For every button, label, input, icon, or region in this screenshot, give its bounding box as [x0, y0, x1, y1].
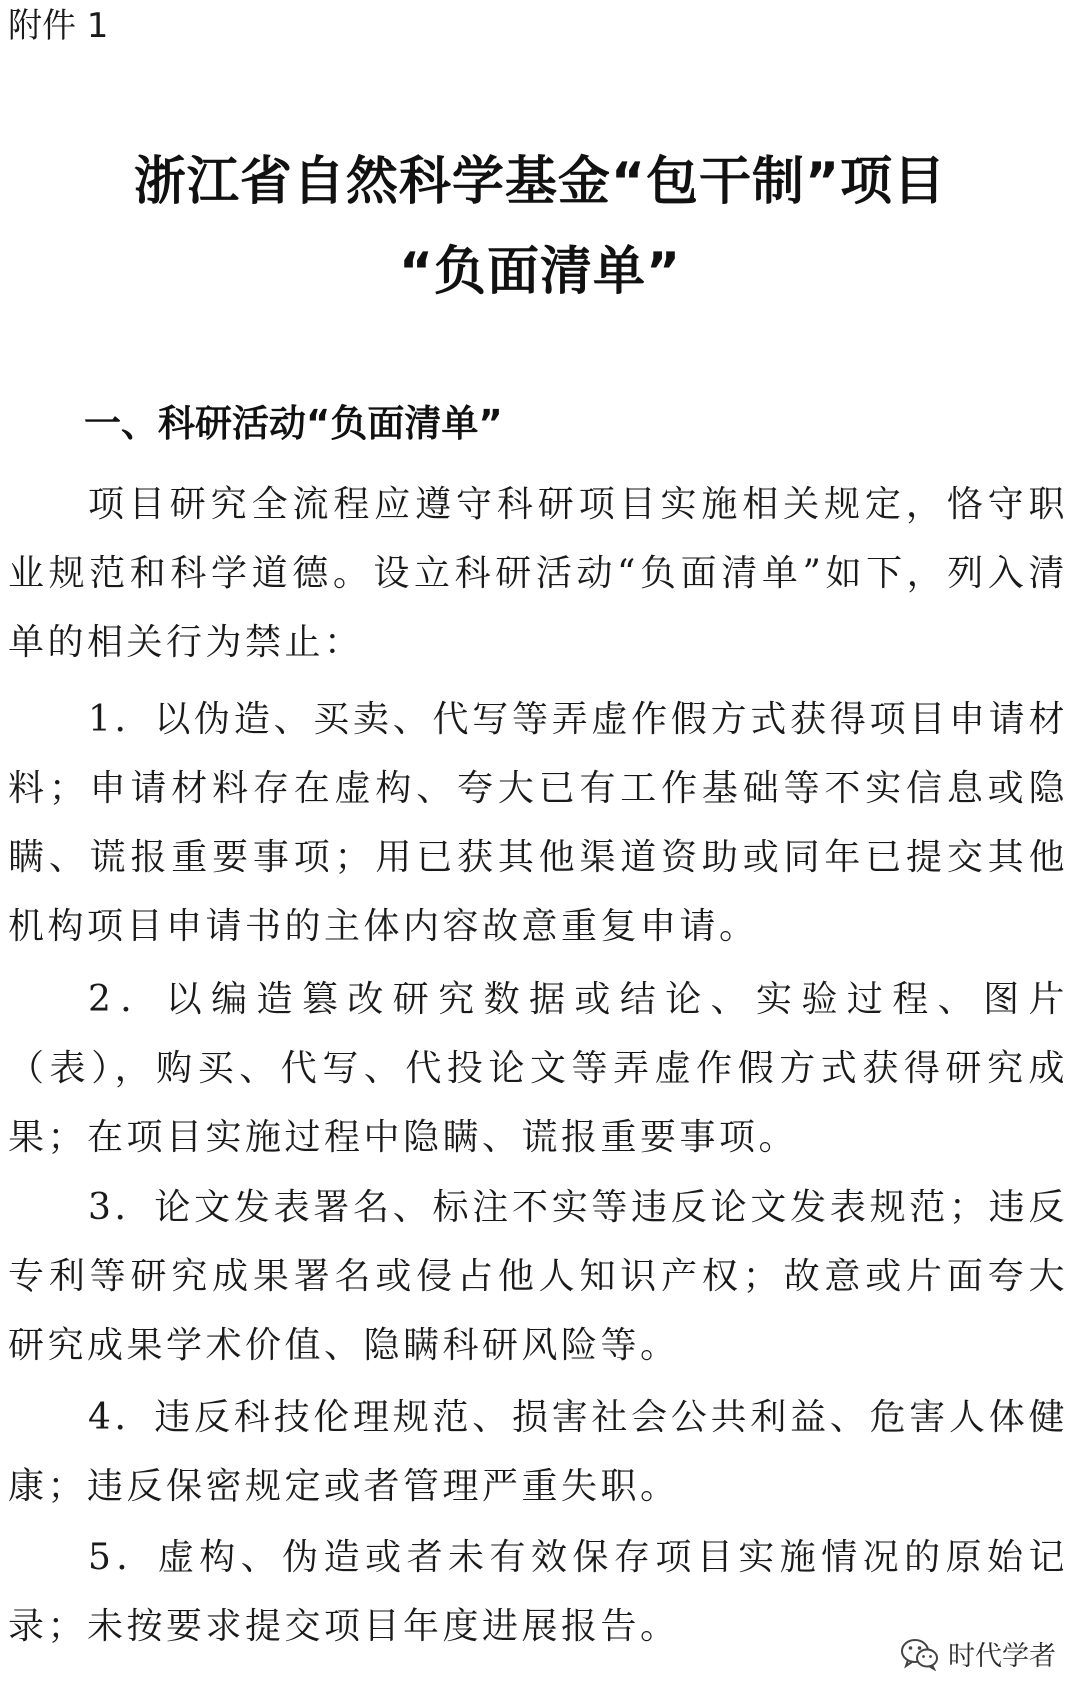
attachment-label: 附件 1 [8, 6, 109, 46]
section-heading: 一、科研活动“负面清单” [84, 402, 503, 445]
watermark-text: 时代学者 [948, 1641, 1056, 1672]
list-item-1: 1．以伪造、买卖、代写等弄虚作假方式获得项目申请材料；申请材料存在虚构、夸大已有工作基础等不实信息或隐瞒、谎报重要事项；用已获其他渠道资助或同年已提交其他机构项目申请书的主体内容故意重复申请。 [8, 699, 1068, 947]
list-item-3: 3．论文发表署名、标注不实等违反论文发表规范；违反专利等研究成果署名或侵占他人知识产权；故意或片面夸大研究成果学术价值、隐瞒科研风险等。 [8, 1187, 1068, 1366]
document-title-line-1: 浙江省自然科学基金“包干制”项目 [133, 152, 947, 212]
document-title-line-2: “负面清单” [398, 242, 682, 302]
intro-paragraph: 项目研究全流程应遵守科研项目实施相关规定，恪守职业规范和科学道德。设立科研活动“负面清单”如下，列入清单的相关行为禁止： [8, 484, 1068, 663]
wechat-watermark [894, 1632, 1062, 1675]
wechat-icon [900, 1637, 940, 1671]
list-item-2: 2．以编造篡改研究数据或结论、实验过程、图片（表），购买、代写、代投论文等弄虚作假方式获得研究成果；在项目实施过程中隐瞒、谎报重要事项。 [8, 979, 1068, 1158]
list-item-4: 4．违反科技伦理规范、损害社会公共利益、危害人体健康；违反保密规定或者管理严重失职。 [8, 1397, 1068, 1507]
list-item-5: 5．虚构、伪造或者未有效保存项目实施情况的原始记录；未按要求提交项目年度进展报告。 [8, 1537, 1068, 1647]
